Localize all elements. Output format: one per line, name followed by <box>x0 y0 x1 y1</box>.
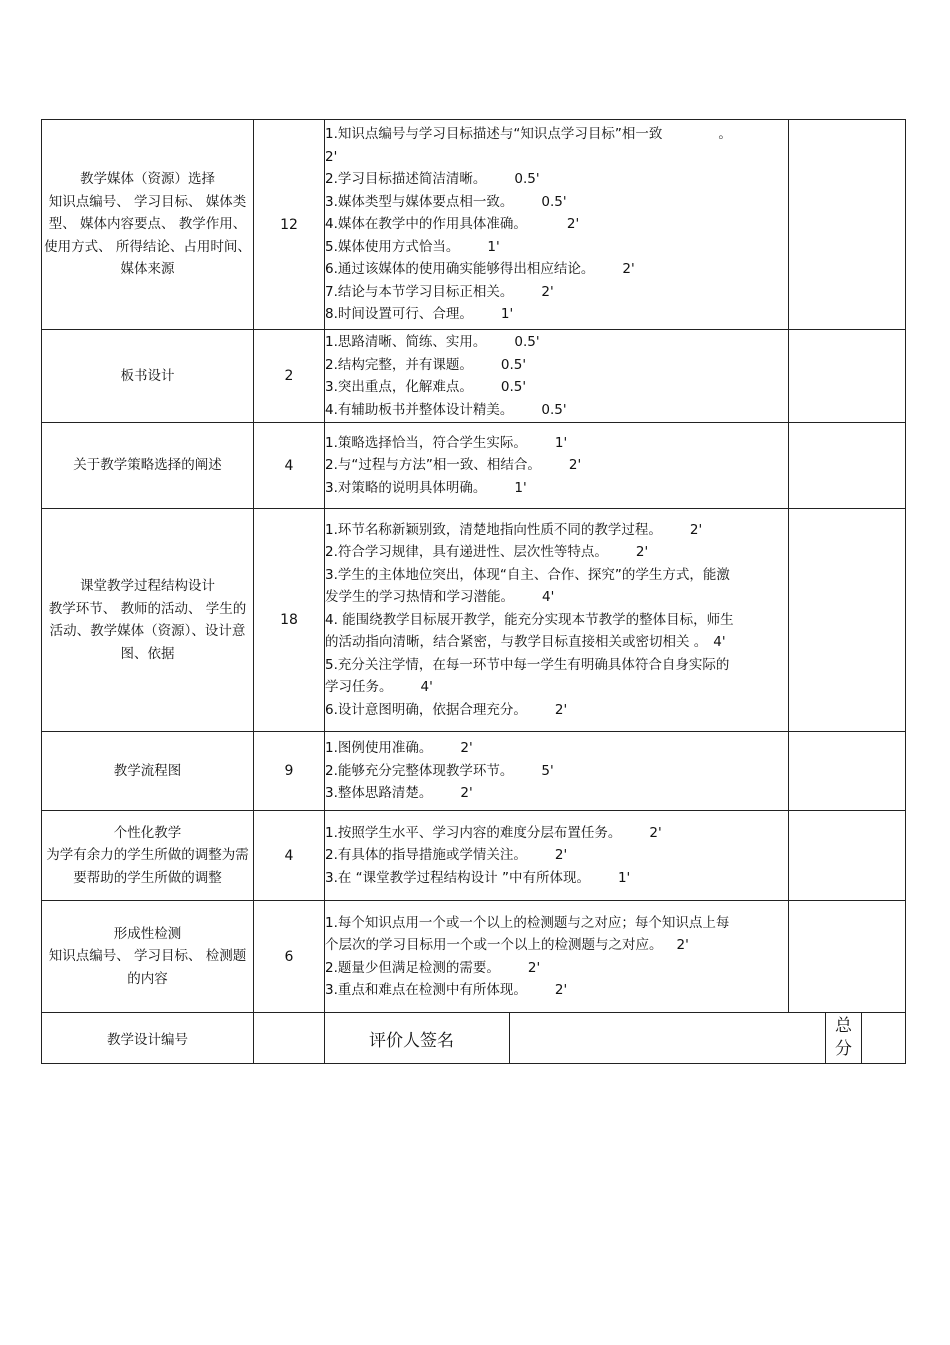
evaluation-cell <box>789 423 906 509</box>
rubric-row <box>42 901 906 1013</box>
rubric-score: 12 <box>254 120 325 330</box>
criterion: 1.思路清晰、简练、实用。 0.5' <box>325 334 540 350</box>
total-score-label: 总 分 <box>826 1013 862 1064</box>
rubric-criteria <box>325 423 789 509</box>
item-title: 教学媒体（资源）选择 <box>80 171 215 188</box>
item-description: 为学有余力的学生所做的调整为需要帮助的学生所做的调整 <box>46 847 249 886</box>
criterion: 4.有辅助板书并整体设计精美。 0.5' <box>325 401 567 418</box>
criterion: 1.图例使用准确。 2' <box>325 740 473 757</box>
evaluation-cell <box>789 330 906 423</box>
criterion: 3.整体思路清楚。 2' <box>325 785 473 802</box>
criterion: 2.有具体的指导措施或学情关注。 2' <box>325 847 568 864</box>
criterion: 7.结论与本节学习目标正相关。 2' <box>325 283 554 300</box>
criterion: 2.题量少但满足检测的需要。 2' <box>325 959 541 976</box>
rubric-criteria <box>325 330 789 423</box>
rubric-row <box>42 811 906 901</box>
rubric-item <box>42 509 254 732</box>
item-description: 知识点编号、 学习目标、 媒体类型、 媒体内容要点、 教学作用、 使用方式、 所得结论、占用时间、媒体来源 <box>44 193 251 278</box>
criterion: 3.媒体类型与媒体要点相一致。 0.5' <box>325 193 567 210</box>
item-title: 板书设计 <box>120 367 175 384</box>
criterion: 5.充分关注学情，在每一环节中每一学生有明确具体符合自身实际的学习任务。 4' <box>325 656 730 696</box>
item-title: 个性化教学 <box>113 824 182 841</box>
criterion: 1.按照学生水平、学习内容的难度分层布置任务。 2' <box>325 824 662 841</box>
criterion: 4.媒体在教学中的作用具体准确。 2' <box>325 216 580 233</box>
criterion: 2.与“过程与方法”相一致、相结合。 2' <box>325 457 582 474</box>
rubric-score: 4 <box>254 811 325 901</box>
rubric-row <box>42 330 906 423</box>
design-number-label: 教学设计编号 <box>42 1013 254 1064</box>
criterion: 1.策略选择恰当，符合学生实际。 1' <box>325 434 568 451</box>
evaluation-cell <box>789 811 906 901</box>
criterion: 2.能够充分完整体现教学环节。 5' <box>325 762 554 779</box>
rubric-item <box>42 811 254 901</box>
rubric-row <box>42 732 906 811</box>
item-title: 教学流程图 <box>113 762 182 779</box>
evaluator-signature-field[interactable] <box>510 1013 826 1064</box>
rubric-criteria <box>325 901 789 1013</box>
criterion: 3.在 “课堂教学过程结构设计 ”中有所体现。 1' <box>325 869 631 886</box>
rubric-score: 2 <box>254 330 325 423</box>
criterion: 2.结构完整，并有课题。 0.5' <box>325 356 527 373</box>
evaluation-cell <box>789 509 906 732</box>
item-title: 形成性检测 <box>113 925 182 942</box>
rubric-table <box>41 119 906 1013</box>
criterion: 3.重点和难点在检测中有所体现。 2' <box>325 982 568 998</box>
criterion: 1.环节名称新颖别致，清楚地指向性质不同的教学过程。 2' <box>325 521 703 538</box>
rubric-row <box>42 423 906 509</box>
rubric-row <box>42 120 906 330</box>
evaluation-cell <box>789 120 906 330</box>
rubric-item <box>42 423 254 509</box>
design-number-field[interactable] <box>254 1013 325 1064</box>
total-score-field[interactable] <box>862 1013 906 1064</box>
rubric-score: 6 <box>254 901 325 1013</box>
rubric-item <box>42 120 254 330</box>
rubric-item <box>42 330 254 423</box>
evaluator-signature-label: 评价人签名 <box>325 1013 510 1064</box>
criterion: 2.学习目标描述简洁清晰。 0.5' <box>325 171 540 188</box>
evaluation-cell <box>789 732 906 811</box>
rubric-criteria <box>325 811 789 901</box>
rubric-criteria <box>325 509 789 732</box>
rubric-score: 18 <box>254 509 325 732</box>
rubric-item <box>42 732 254 811</box>
criterion-points: 2' <box>325 148 338 165</box>
criterion: 6.通过该媒体的使用确实能够得出相应结论。 2' <box>325 261 635 278</box>
criterion: 3.对策略的说明具体明确。 1' <box>325 479 527 496</box>
criterion: 6.设计意图明确，依据合理充分。 2' <box>325 701 568 718</box>
rubric-score: 4 <box>254 423 325 509</box>
item-title: 关于教学策略选择的阐述 <box>73 457 222 474</box>
rubric-score: 9 <box>254 732 325 811</box>
criterion: 5.媒体使用方式恰当。 1' <box>325 238 500 255</box>
item-title: 课堂教学过程结构设计 <box>80 578 215 594</box>
criterion: 3.突出重点，化解难点。 0.5' <box>325 379 527 395</box>
criterion: 4. 能围绕教学目标展开教学，能充分实现本节教学的整体目标，师生的活动指向清晰，结合紧密，与教学目标直接相关或密切相关 。 4' <box>325 611 734 651</box>
criterion: 3.学生的主体地位突出，体现“自主、合作、探究”的学生方式，能激发学生的学习热情和学习潜能。 4' <box>325 566 730 606</box>
rubric-item <box>42 901 254 1013</box>
criterion: 1.每个知识点用一个或一个以上的检测题与之对应；每个知识点上每个层次的学习目标用一个或一个以上的检测题与之对应。 2' <box>325 914 730 953</box>
item-description: 教学环节、 教师的活动、 学生的活动、教学媒体（资源）、设计意图、依据 <box>48 600 247 662</box>
rubric-criteria <box>325 732 789 811</box>
criterion: 8.时间设置可行、合理。 1' <box>325 306 514 323</box>
evaluation-cell <box>789 901 906 1013</box>
criterion: 2.符合学习规律，具有递进性、层次性等特点。 2' <box>325 544 649 561</box>
signature-row <box>41 1012 906 1064</box>
item-description: 知识点编号、 学习目标、 检测题的内容 <box>48 948 247 987</box>
rubric-row <box>42 509 906 732</box>
rubric-criteria <box>325 120 789 330</box>
criterion: 1.知识点编号与学习目标描述与“知识点学习目标”相一致 。 <box>325 126 732 143</box>
